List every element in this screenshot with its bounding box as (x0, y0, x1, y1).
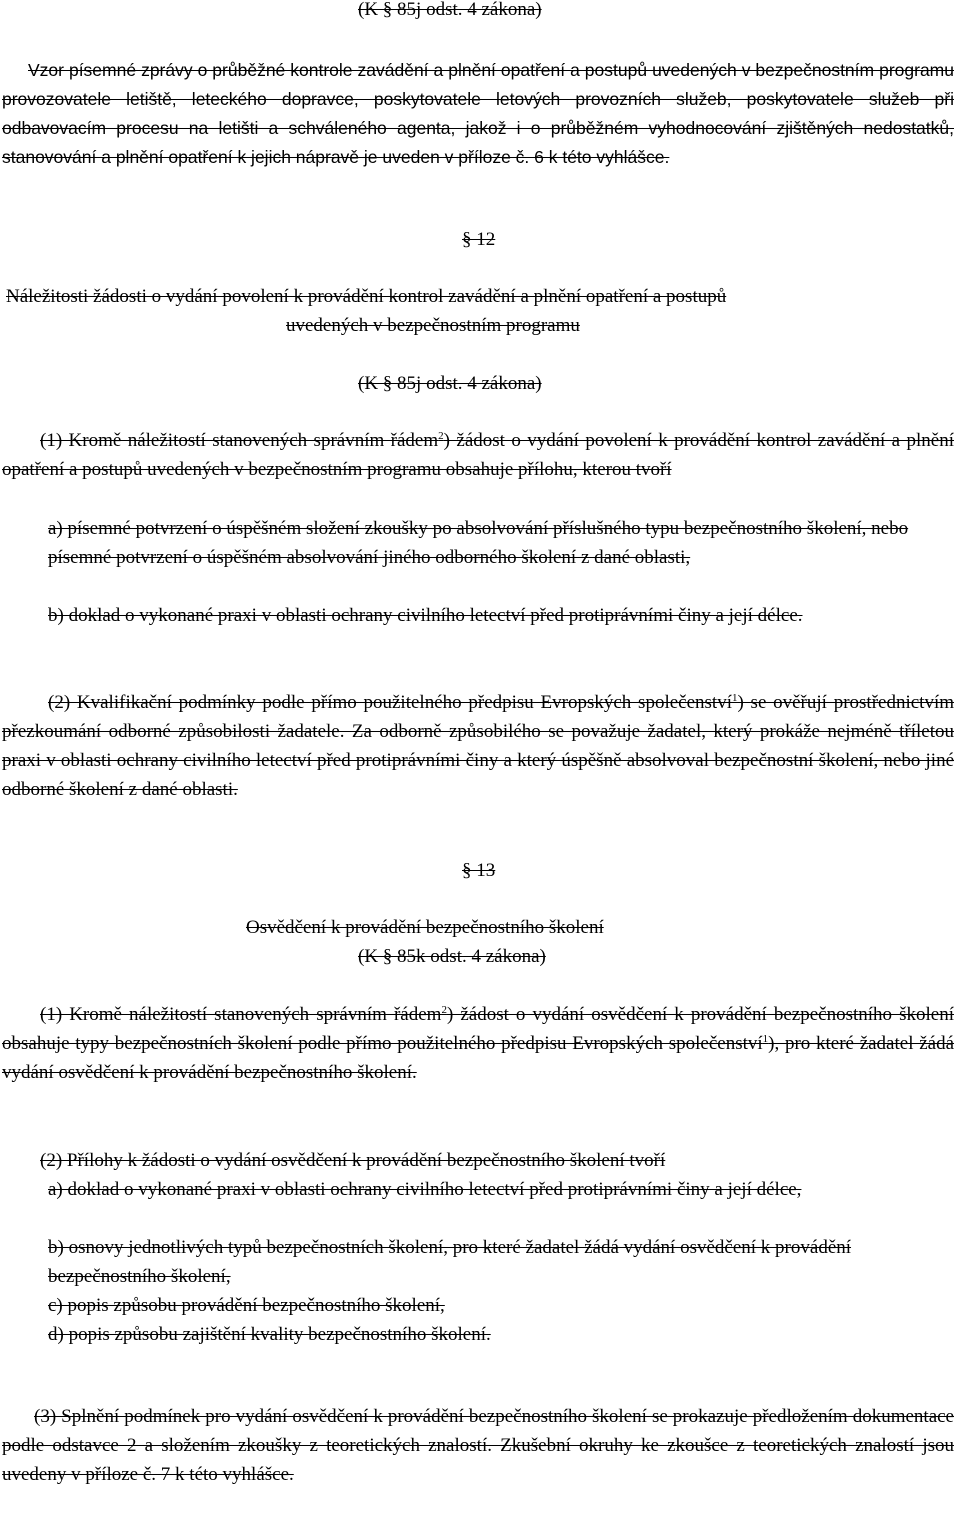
footnote-ref-1: 1 (731, 692, 738, 704)
section-13-paragraph-3: (3) Splnění podmínek pro vydání osvědčení k provádění bezpečnostního školení se prokazuje předložením dokumentace podle odstavce 2 a složením zkoušky z teoretických znalostí. Zkušební okruhy ke zkoušce z teoretických znalostí jsou uvedeny v příloze č. 7 k této vyhlášce. (2, 1406, 954, 1485)
section-13-p1-text-a: (1) Kromě náležitostí stanovených správním řádem (40, 1004, 442, 1025)
section-12-paragraph-1 (2, 426, 954, 484)
intro-paragraph: Vzor písemné zprávy o průběžné kontrole zavádění a plnění opatření a postupů uvedených v bezpečnostním programu provozovatele letiště, leteckého dopravce, poskytovatele letových provozních služeb, poskytovatele služeb při odbavovacím procesu na letišti a schváleného agenta, jakož i o průběžném vyhodnocování zjištěných nedostatků, stanovování a plnění opatření k jejich nápravě je uveden v příloze č. 6 k této vyhlášce. (2, 60, 954, 167)
section-13-item-b: b) osnovy jednotlivých typů bezpečnostních školení, pro které žadatel žádá vydání osvědčení k provádění bezpečnostního školení, (48, 1237, 852, 1287)
section-12-title-line2: uvedených v bezpečnostním programu (286, 315, 580, 336)
section-12-p1-text-b: ) žádost o vydání povolení k provádění kontrol zavádění a plnění opatření a postupů uvedených v bezpečnostním programu obsahuje přílohu, kterou tvoří (2, 430, 954, 480)
section-12-law-reference: (K § 85j odst. 4 zákona) (358, 373, 542, 394)
section-13-item-c: c) popis způsobu provádění bezpečnostního školení, (48, 1295, 445, 1316)
section-12-paragraph-2 (2, 688, 954, 804)
top-law-reference: (K § 85j odst. 4 zákona) (358, 0, 542, 20)
section-13-number: § 13 (462, 860, 496, 881)
section-13-law-reference: (K § 85k odst. 4 zákona) (358, 946, 546, 967)
section-12-item-a: a) písemné potvrzení o úspěšném složení zkoušky po absolvování příslušného typu bezpečnostního školení, nebo písemné potvrzení o úspěšném absolvování jiného odborného školení z dané oblasti, (48, 518, 909, 568)
section-13-title: Osvědčení k provádění bezpečnostního školení (246, 917, 604, 938)
section-12-p2-text-b: ) se ověřují prostřednictvím přezkoumání odborné způsobilosti žadatele. Za odborně způsobilého se považuje žadatel, který prokáže nejméně tříletou praxi v oblasti ochrany civilního letectví před protiprávními činy a který úspěšně absolvoval bezpečnostní školení, nebo jiné odborné školení z dané oblasti. (2, 692, 954, 800)
section-13-item-a: a) doklad o vykonané praxi v oblasti ochrany civilního letectví před protiprávními činy a její délce, (48, 1179, 802, 1200)
section-12-p2-text-a: (2) Kvalifikační podmínky podle přímo použitelného předpisu Evropských společenství (48, 692, 732, 713)
section-13-p1-text-b: ) žádost o vydání osvědčení k provádění bezpečnostního školení obsahuje typy bezpečnostních školení podle přímo použitelného předpisu Evropských společenství (2, 1004, 954, 1054)
footnote-ref-2: 2 (441, 1004, 447, 1016)
section-12-item-b: b) doklad o vykonané praxi v oblasti ochrany civilního letectví před protiprávními činy a její délce. (48, 605, 803, 626)
footnote-ref-2: 2 (438, 430, 444, 442)
section-13-p1-text-c: ), pro které žadatel žádá vydání osvědčení k provádění bezpečnostního školení. (2, 1033, 955, 1083)
section-13-item-d: d) popis způsobu zajištění kvality bezpečnostního školení. (48, 1324, 491, 1345)
section-12-p1-text-a: (1) Kromě náležitostí stanovených správním řádem (40, 430, 439, 451)
footnote-ref-1: 1 (762, 1033, 769, 1045)
section-13-paragraph-1 (2, 1000, 954, 1087)
section-12-number: § 12 (462, 229, 496, 250)
section-12-title-line1: Náležitosti žádosti o vydání povolení k provádění kontrol zavádění a plnění opatření a postupů (6, 286, 727, 307)
section-13-paragraph-2: (2) Přílohy k žádosti o vydání osvědčení k provádění bezpečnostního školení tvoří (40, 1150, 666, 1171)
